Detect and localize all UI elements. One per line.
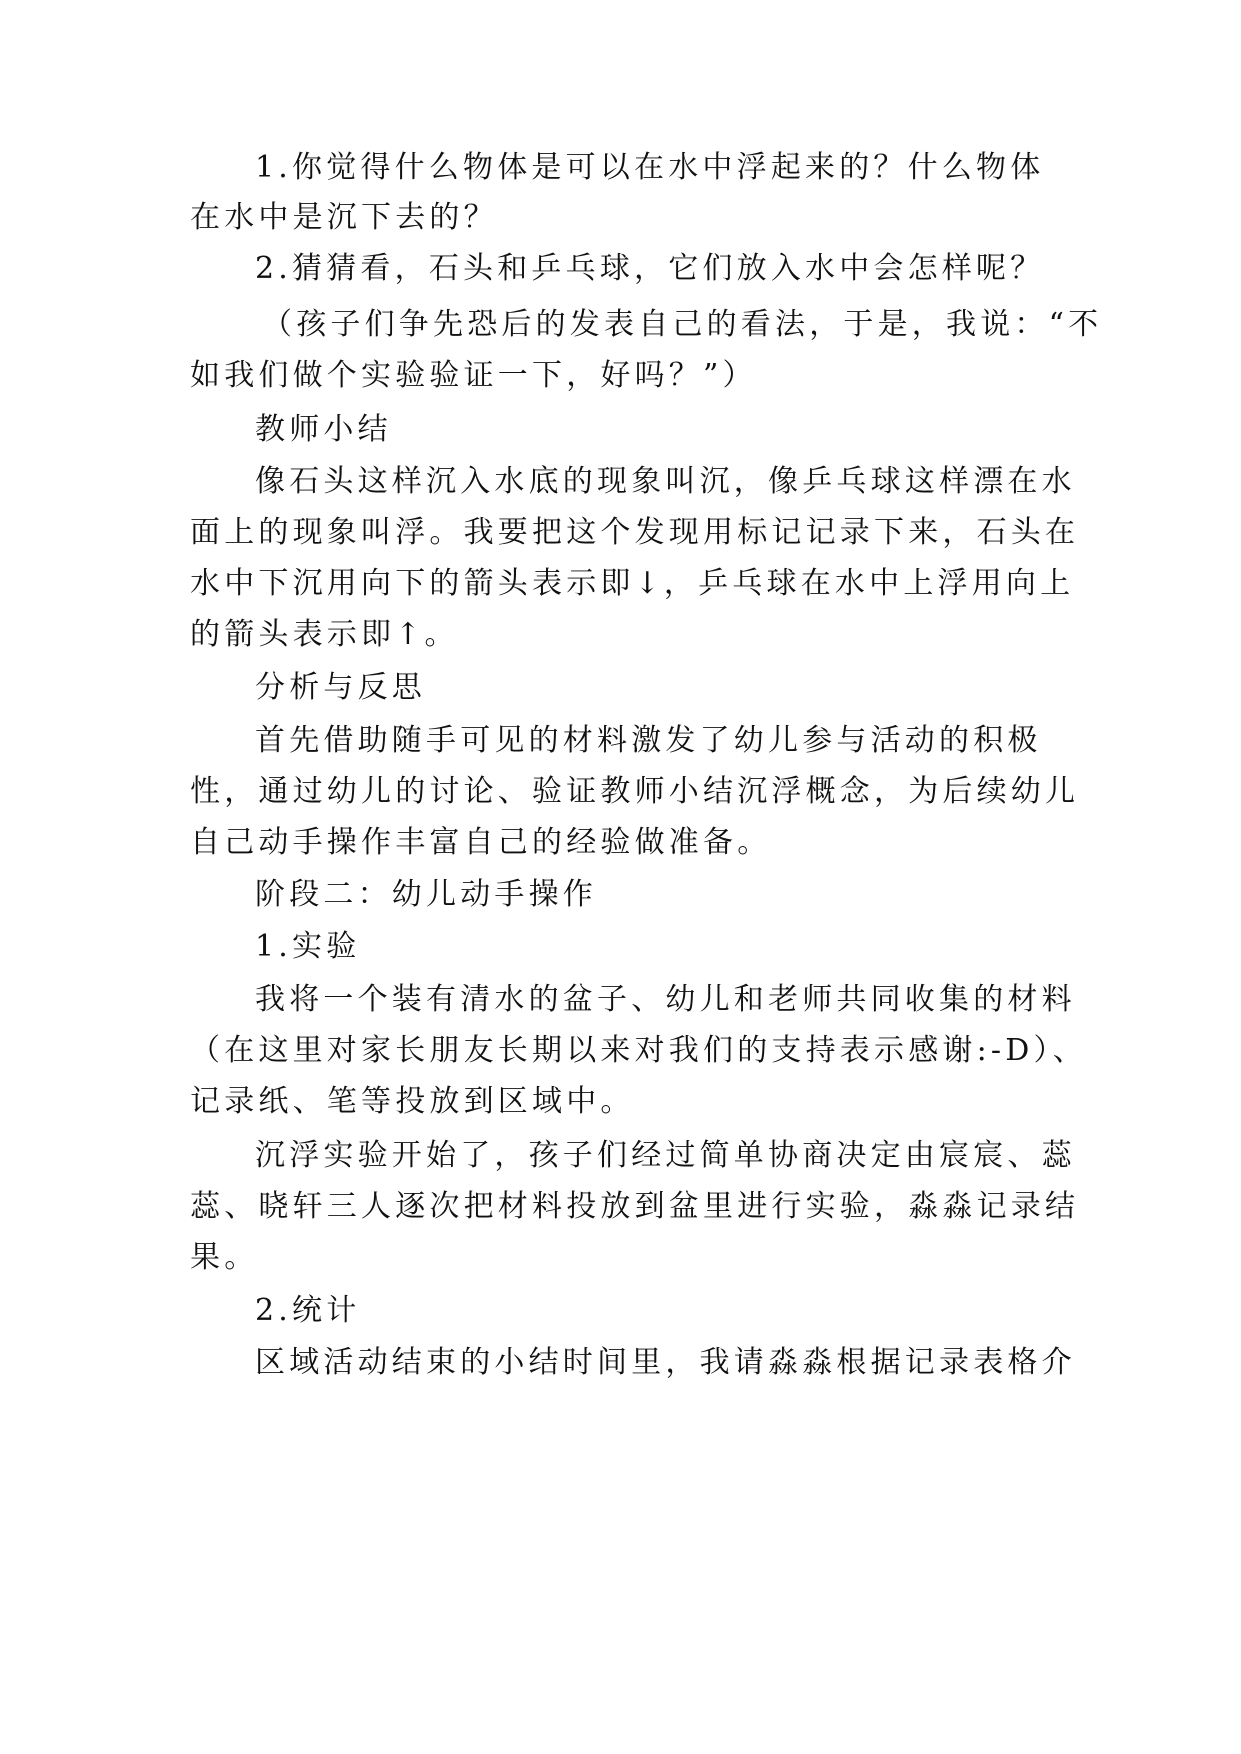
paragraph-line: 记录纸、笔等投放到区域中。 [190, 1084, 635, 1119]
section-heading: 1.实验 [255, 929, 361, 964]
paragraph-line: 区域活动结束的小结时间里，我请淼淼根据记录表格介 [255, 1345, 1076, 1380]
paragraph-line: 我将一个装有清水的盆子、幼儿和老师共同收集的材料 [255, 982, 1076, 1017]
section-heading: 阶段二：幼儿动手操作 [255, 877, 597, 912]
paragraph-line: 的箭头表示即↑。 [190, 617, 459, 652]
paragraph-line: 果。 [190, 1240, 259, 1275]
section-heading: 教师小结 [255, 412, 392, 447]
paragraph-line: 面上的现象叫浮。我要把这个发现用标记记录下来，石头在 [190, 515, 1080, 550]
section-heading: 2.统计 [255, 1293, 361, 1328]
paragraph-line: （孩子们争先恐后的发表自己的看法，于是，我说：“不 [262, 307, 1103, 342]
paragraph-line: 沉浮实验开始了，孩子们经过简单协商决定由宸宸、蕊 [255, 1138, 1076, 1173]
paragraph-line: 1.你觉得什么物体是可以在水中浮起来的？什么物体 [255, 150, 1045, 185]
paragraph-line: （在这里对家长朋友长期以来对我们的支持表示感谢:-D）、 [190, 1033, 1087, 1068]
paragraph-line: 如我们做个实验验证一下，好吗？”） [190, 358, 757, 393]
paragraph-line: 像石头这样沉入水底的现象叫沉，像乒乓球这样漂在水 [255, 464, 1076, 499]
paragraph-line: 2.猜猜看，石头和乒乓球，它们放入水中会怎样呢？ [255, 251, 1045, 286]
paragraph-line: 首先借助随手可见的材料激发了幼儿参与活动的积极 [255, 723, 1042, 758]
section-heading: 分析与反思 [255, 670, 426, 705]
paragraph-line: 蕊、晓轩三人逐次把材料投放到盆里进行实验，淼淼记录结 [190, 1189, 1080, 1224]
paragraph-line: 水中下沉用向下的箭头表示即↓，乒乓球在水中上浮用向上 [190, 566, 1075, 601]
paragraph-line: 在水中是沉下去的？ [190, 200, 498, 235]
paragraph-line: 自己动手操作丰富自己的经验做准备。 [190, 825, 772, 860]
paragraph-line: 性，通过幼儿的讨论、验证教师小结沉浮概念，为后续幼儿 [190, 774, 1080, 809]
